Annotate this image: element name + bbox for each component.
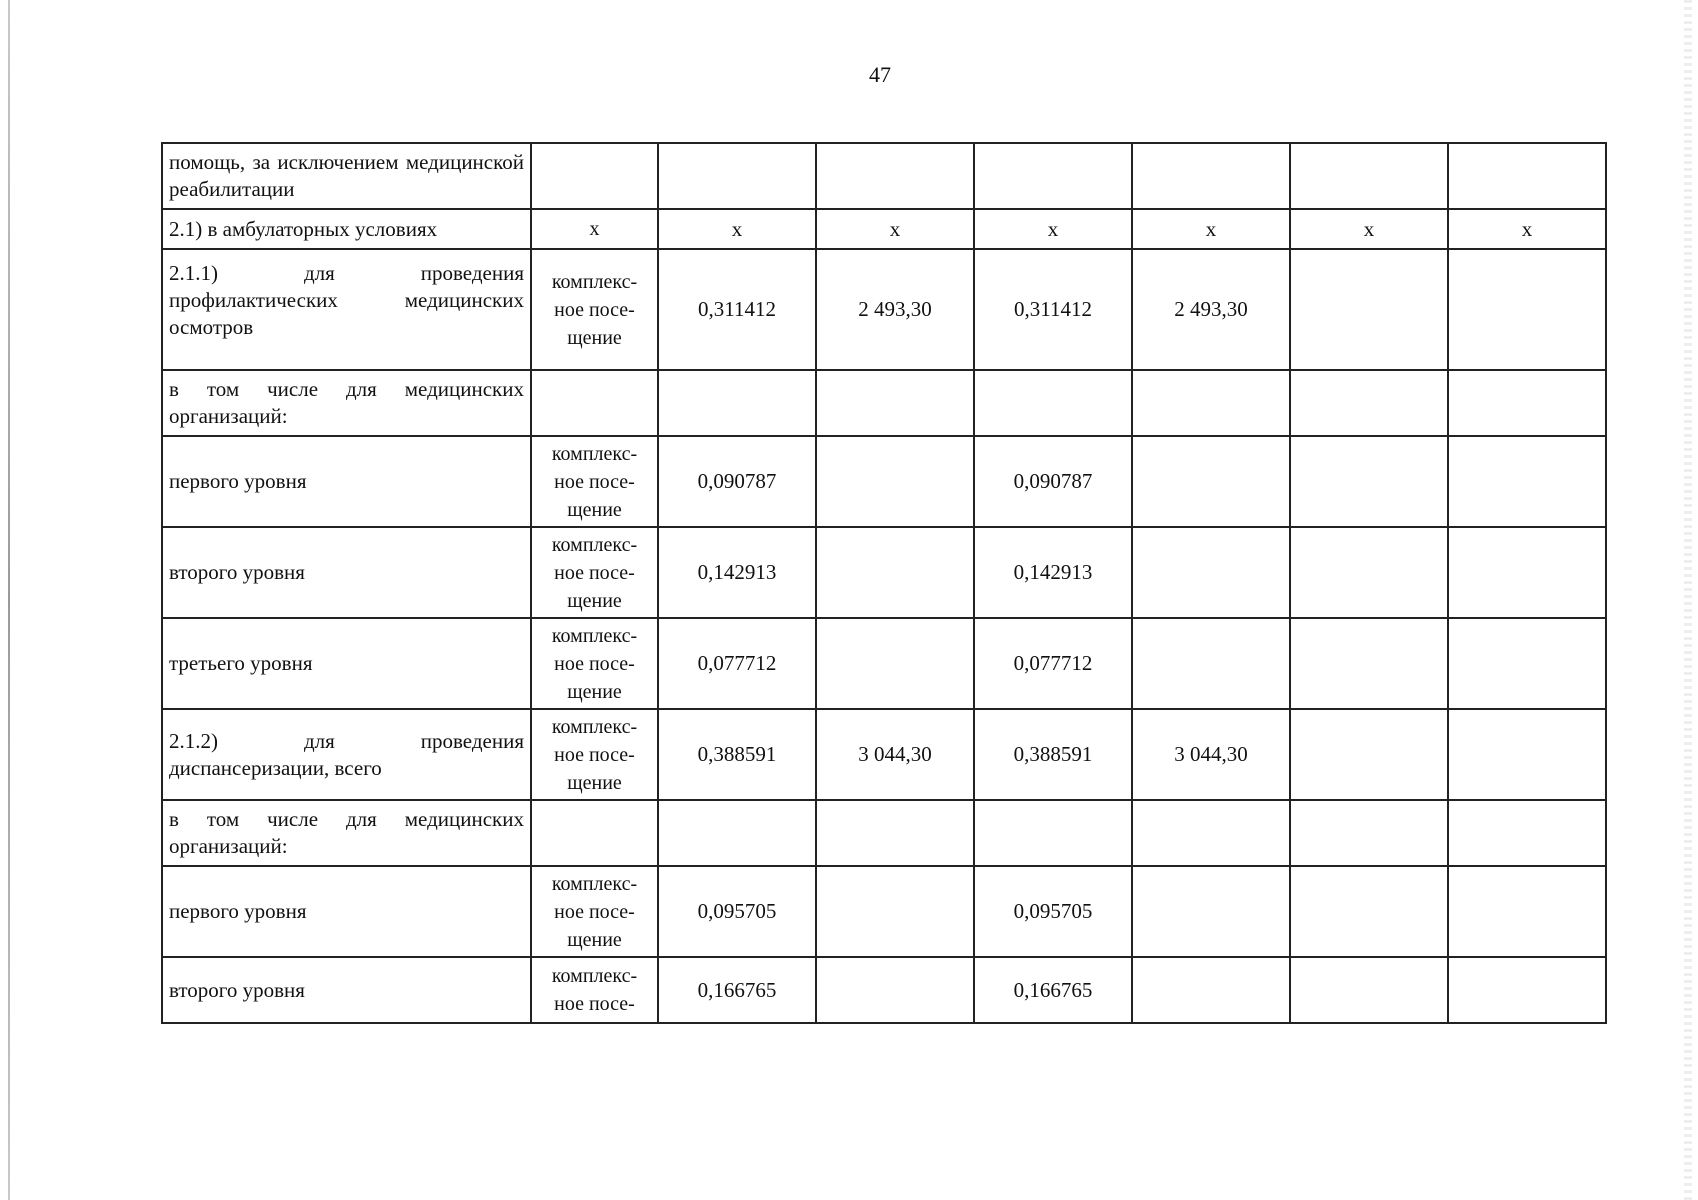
unit-cell: комплекс-ное посе-щение — [531, 866, 658, 957]
value-cell — [1448, 527, 1606, 618]
value-cell — [1290, 436, 1448, 527]
value-cell — [1290, 143, 1448, 209]
value-cell — [1448, 143, 1606, 209]
page-number: 47 — [869, 62, 891, 87]
value-cell: х — [1290, 209, 1448, 249]
value-cell — [816, 527, 974, 618]
value-cell: 2 493,30 — [1132, 249, 1290, 370]
value-cell: 0,166765 — [974, 957, 1132, 1023]
table-row — [162, 143, 1606, 209]
value-cell — [1290, 370, 1448, 436]
value-cell: х — [1448, 209, 1606, 249]
unit-cell — [531, 370, 658, 436]
value-cell — [1448, 436, 1606, 527]
value-cell — [816, 866, 974, 957]
value-cell — [1290, 249, 1448, 370]
table-row — [162, 436, 1606, 527]
value-cell — [816, 370, 974, 436]
value-cell — [816, 800, 974, 866]
value-cell — [1132, 866, 1290, 957]
value-cell — [1290, 800, 1448, 866]
row-label: 2.1.2) для проведения диспансеризации, всего — [162, 709, 531, 800]
value-cell: х — [974, 209, 1132, 249]
row-label: в том числе для медицинских организаций: — [162, 370, 531, 436]
value-cell — [658, 800, 816, 866]
value-cell: 3 044,30 — [1132, 709, 1290, 800]
value-cell: 0,095705 — [974, 866, 1132, 957]
value-cell: 2 493,30 — [816, 249, 974, 370]
value-cell — [816, 143, 974, 209]
value-cell: х — [816, 209, 974, 249]
value-cell — [1132, 800, 1290, 866]
unit-cell — [531, 143, 658, 209]
unit-cell: комплекс-ное посе-щение — [531, 709, 658, 800]
value-cell — [658, 143, 816, 209]
value-cell: 0,077712 — [658, 618, 816, 709]
unit-cell: х — [531, 209, 658, 249]
table-row — [162, 957, 1606, 1023]
value-cell — [1132, 436, 1290, 527]
value-cell: 0,166765 — [658, 957, 816, 1023]
value-cell — [1290, 957, 1448, 1023]
table-row — [162, 800, 1606, 866]
value-cell: 0,311412 — [658, 249, 816, 370]
value-cell — [1132, 618, 1290, 709]
scan-edge-right — [1684, 0, 1692, 1200]
row-label: первого уровня — [162, 866, 531, 957]
value-cell — [1290, 527, 1448, 618]
value-cell — [1132, 143, 1290, 209]
row-label: первого уровня — [162, 436, 531, 527]
value-cell — [1448, 957, 1606, 1023]
value-cell: 0,311412 — [974, 249, 1132, 370]
value-cell — [974, 800, 1132, 866]
row-label: 2.1.1) для проведения профилактических медицинских осмотров — [162, 249, 531, 370]
value-cell — [1290, 618, 1448, 709]
value-cell — [816, 436, 974, 527]
unit-cell: комплекс-ное посе- — [531, 957, 658, 1023]
value-cell: х — [658, 209, 816, 249]
value-cell — [816, 957, 974, 1023]
value-cell — [974, 143, 1132, 209]
value-cell — [1132, 370, 1290, 436]
row-label: помощь, за исключением медицинской реабилитации — [162, 143, 531, 209]
value-cell — [658, 370, 816, 436]
value-cell: х — [1132, 209, 1290, 249]
row-label: второго уровня — [162, 527, 531, 618]
value-cell: 0,090787 — [658, 436, 816, 527]
value-cell: 3 044,30 — [816, 709, 974, 800]
value-cell — [1448, 800, 1606, 866]
value-cell: 0,388591 — [658, 709, 816, 800]
table-row — [162, 709, 1606, 800]
value-cell: 0,095705 — [658, 866, 816, 957]
row-label: второго уровня — [162, 957, 531, 1023]
value-cell — [1448, 370, 1606, 436]
value-cell: 0,142913 — [658, 527, 816, 618]
value-cell — [1448, 866, 1606, 957]
value-cell — [1290, 709, 1448, 800]
row-label: третьего уровня — [162, 618, 531, 709]
value-cell: 0,090787 — [974, 436, 1132, 527]
unit-cell: комплекс-ное посе-щение — [531, 618, 658, 709]
value-cell: 0,077712 — [974, 618, 1132, 709]
value-cell — [816, 618, 974, 709]
table-row — [162, 527, 1606, 618]
table-row — [162, 618, 1606, 709]
row-label: в том числе для медицинских организаций: — [162, 800, 531, 866]
table-row — [162, 370, 1606, 436]
value-cell — [1290, 866, 1448, 957]
value-cell — [974, 370, 1132, 436]
value-cell — [1132, 957, 1290, 1023]
scan-edge-left — [8, 0, 10, 1200]
value-cell: 0,388591 — [974, 709, 1132, 800]
row-label: 2.1) в амбулаторных условиях — [162, 209, 531, 249]
table-row — [162, 866, 1606, 957]
value-cell — [1132, 527, 1290, 618]
value-cell: 0,142913 — [974, 527, 1132, 618]
data-table — [161, 142, 1607, 1024]
unit-cell: комплекс-ное посе-щение — [531, 249, 658, 370]
value-cell — [1448, 618, 1606, 709]
unit-cell — [531, 800, 658, 866]
unit-cell: комплекс-ное посе-щение — [531, 527, 658, 618]
value-cell — [1448, 709, 1606, 800]
table-row — [162, 209, 1606, 249]
value-cell — [1448, 249, 1606, 370]
table-row — [162, 249, 1606, 370]
unit-cell: комплекс-ное посе-щение — [531, 436, 658, 527]
